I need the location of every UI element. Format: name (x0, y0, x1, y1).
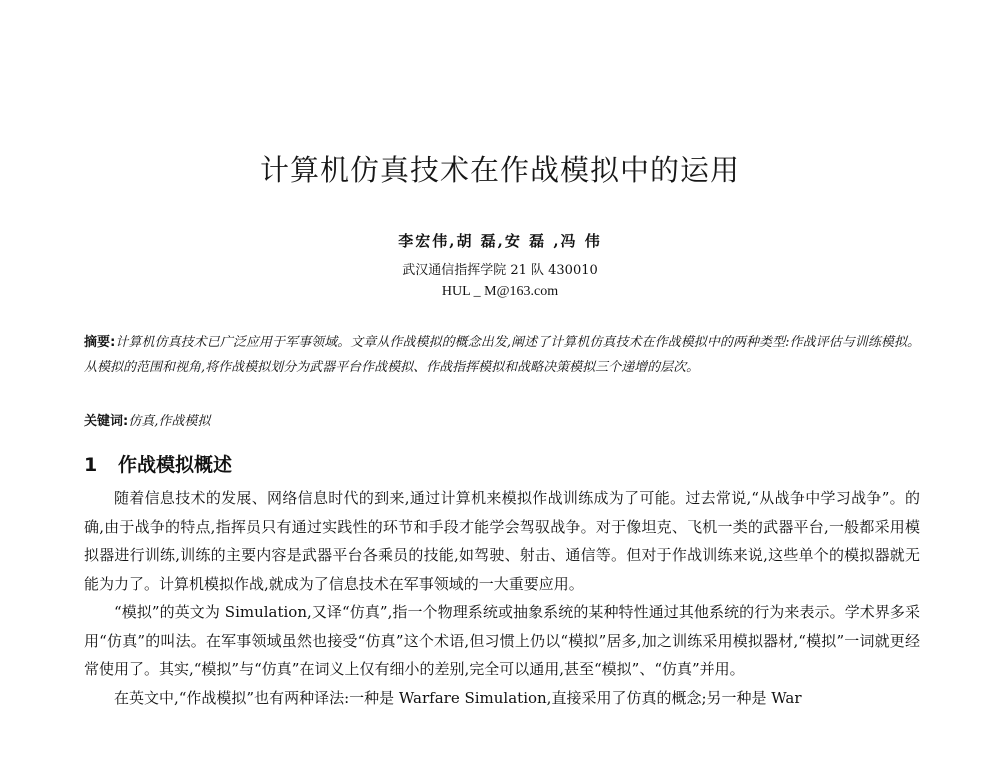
abstract-block (84, 330, 920, 380)
abstract-text: 计算机仿真技术已广泛应用于军事领域。文章从作战模拟的概念出发,阐述了计算机仿真技术在作战模拟中的两种类型:作战评估与训练模拟。从模拟的范围和视角,将作战模拟划分为武器平台作战模拟、作战指挥模拟和战略决策模拟三个递增的层次。 (84, 335, 921, 375)
abstract-label: 摘要: (84, 335, 116, 350)
paper-authors: 李宏伟,胡 磊,安 磊 ,冯 伟 (398, 232, 602, 250)
section-number: 1 (84, 454, 98, 476)
section-heading (84, 450, 232, 477)
section-title: 作战模拟概述 (118, 454, 233, 476)
keywords-block (84, 409, 920, 434)
body-paragraph: “模拟”的英文为 Simulation,又译“仿真”,指一个物理系统或抽象系统的某种特性通过其他系统的行为来表示。学术界多采用“仿真”的叫法。在军事领域虽然也接受“仿真”这个术语,但习惯上仍以“模拟”居多,加之训练采用模拟器材,“模拟”一词就更经常使用了。其实,“模拟”与“仿真”在词义上仅有细小的差别,完全可以通用,甚至“模拟”、“仿真”并用。 (84, 603, 920, 678)
paper-email: HUL _ M@163.com (441, 284, 559, 299)
keywords-label: 关键词: (84, 414, 129, 429)
paper-affiliation: 武汉通信指挥学院 21 队 430010 (402, 263, 598, 278)
body-paragraph: 在英文中,“作战模拟”也有两种译法:一种是 Warfare Simulation,直接采用了仿真的概念;另一种是 War (114, 688, 802, 707)
keywords-text: 仿真,作战模拟 (128, 414, 211, 429)
paper-title: 计算机仿真技术在作战模拟中的运用 (259, 153, 740, 187)
section-body (84, 484, 920, 712)
body-paragraph: 随着信息技术的发展、网络信息时代的到来,通过计算机来模拟作战训练成为了可能。过去常说,“从战争中学习战争”。的确,由于战争的特点,指挥员只有通过实践性的环节和手段才能学会驾驭战争。对于像坦克、飞机一类的武器平台,一般都采用模拟器进行训练,训练的主要内容是武器平台各乘员的技能,如驾驶、射击、通信等。但对于作战训练来说,这些单个的模拟器就无能为力了。计算机模拟作战,就成为了信息技术在军事领域的一大重要应用。 (84, 489, 920, 593)
